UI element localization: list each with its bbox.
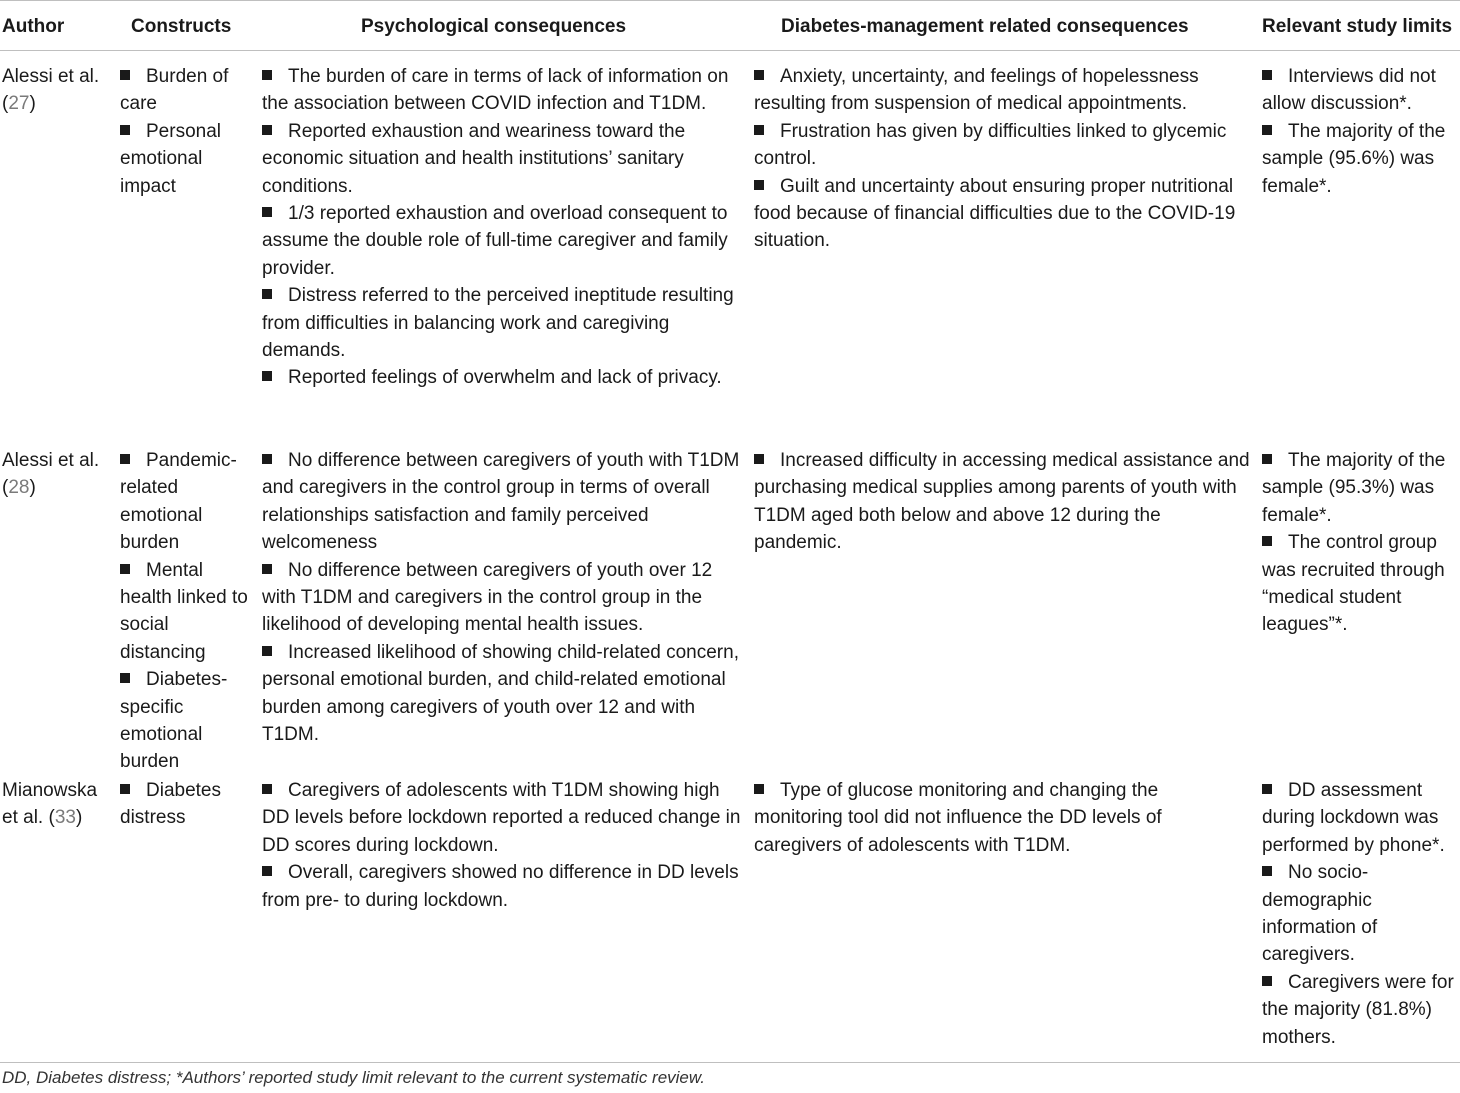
- bullet-item: [1262, 63, 1460, 118]
- study-limits-cell: [1262, 435, 1460, 639]
- bullet-item: [120, 777, 248, 832]
- bullet-item: [120, 666, 248, 776]
- bullet-text: The majority of the sample (95.3%) was female*.: [1262, 450, 1446, 526]
- bullet-text: Guilt and uncertainty about ensuring proper nutritional food because of financial difficulties due to the COVID-19 situation.: [754, 175, 1236, 252]
- bullet-text: Personal emotional impact: [120, 120, 221, 197]
- header-study-limits: Relevant study limits: [1262, 16, 1453, 37]
- bullet-item: [1262, 969, 1460, 1051]
- square-bullet-icon: [262, 646, 272, 656]
- constructs-cell: [120, 435, 248, 776]
- bullet-item: [262, 282, 742, 364]
- square-bullet-icon: [262, 866, 272, 876]
- study-limits-cell: [1262, 765, 1460, 1051]
- bullet-item: [1262, 777, 1460, 859]
- reference-link[interactable]: 33: [54, 807, 76, 829]
- bullet-text: The burden of care in terms of lack of information on the association between COVID infection and T1DM.: [262, 66, 729, 115]
- diabetes-management-cell: [754, 765, 1250, 859]
- author-cell: Alessi et al. (28): [2, 450, 100, 499]
- bullet-text: Mental health linked to social distancing: [120, 559, 248, 663]
- constructs-cell: [120, 51, 248, 200]
- bullet-item: [754, 63, 1250, 118]
- bullet-text: Diabetes-specific emotional burden: [120, 669, 228, 773]
- bullet-item: [120, 557, 248, 667]
- square-bullet-icon: [262, 207, 272, 217]
- header-author: Author: [2, 16, 65, 37]
- bullet-item: [1262, 859, 1460, 969]
- square-bullet-icon: [1262, 125, 1272, 135]
- bullet-text: Frustration has given by difficulties linked to glycemic control.: [754, 120, 1227, 170]
- bullet-text: No socio-demographic information of caregivers.: [1262, 862, 1378, 966]
- square-bullet-icon: [120, 454, 130, 464]
- square-bullet-icon: [262, 371, 272, 381]
- bullet-item: [262, 118, 742, 200]
- bullet-item: [754, 777, 1250, 859]
- square-bullet-icon: [754, 125, 764, 135]
- square-bullet-icon: [262, 289, 272, 299]
- square-bullet-icon: [120, 784, 130, 794]
- table-row: [0, 765, 1460, 1093]
- square-bullet-icon: [1262, 70, 1272, 80]
- square-bullet-icon: [120, 125, 130, 135]
- bullet-text: The majority of the sample (95.6%) was female*.: [1262, 120, 1446, 197]
- bullet-text: DD assessment during lockdown was performed by phone*.: [1262, 780, 1445, 856]
- psychological-cell: [262, 435, 742, 748]
- study-limits-cell: [1262, 51, 1460, 200]
- square-bullet-icon: [754, 180, 764, 190]
- bullet-text: Pandemic-related emotional burden: [120, 450, 237, 554]
- author-cell: Alessi et al. (27): [2, 66, 100, 115]
- square-bullet-icon: [120, 564, 130, 574]
- bullet-text: The control group was recruited through “medical student leagues”*.: [1262, 532, 1445, 636]
- bullet-item: [120, 447, 248, 557]
- header-diabetes-management: Diabetes-management related consequences: [781, 16, 1189, 37]
- table-footnote: DD, Diabetes distress; *Authors’ reported study limit relevant to the current systematic review.: [2, 1068, 705, 1087]
- constructs-cell: [120, 765, 248, 832]
- bullet-text: Caregivers were for the majority (81.8%) mothers.: [1262, 971, 1454, 1048]
- square-bullet-icon: [262, 125, 272, 135]
- square-bullet-icon: [1262, 454, 1272, 464]
- bullet-text: Caregivers of adolescents with T1DM showing high DD levels before lockdown reported a reduced change in DD scores during lockdown.: [262, 780, 741, 856]
- diabetes-management-cell: [754, 435, 1250, 557]
- bullet-item: [1262, 118, 1460, 200]
- bullet-text: Burden of care: [120, 66, 229, 115]
- square-bullet-icon: [262, 454, 272, 464]
- table-bottom-rule: [0, 1062, 1460, 1063]
- bullet-item: [262, 447, 742, 557]
- author-name: Mianowska et al.: [2, 780, 98, 829]
- bullet-text: Increased difficulty in accessing medical assistance and purchasing medical supplies among parents of youth with T1DM aged both below and above 12 during the pandemic.: [754, 450, 1250, 554]
- bullet-text: Overall, caregivers showed no difference in DD levels from pre- to during lockdown.: [262, 862, 739, 911]
- square-bullet-icon: [1262, 976, 1272, 986]
- table-row: [0, 435, 1460, 773]
- bullet-item: [754, 118, 1250, 173]
- square-bullet-icon: [754, 784, 764, 794]
- table-row: [0, 51, 1460, 435]
- square-bullet-icon: [754, 454, 764, 464]
- square-bullet-icon: [262, 564, 272, 574]
- bullet-item: [262, 639, 742, 749]
- bullet-text: Anxiety, uncertainty, and feelings of hopelessness resulting from suspension of medical appointments.: [754, 66, 1199, 115]
- bullet-text: Distress referred to the perceived ineptitude resulting from difficulties in balancing work and caregiving demands.: [262, 285, 734, 362]
- psychological-cell: [262, 51, 742, 392]
- bullet-item: [1262, 447, 1460, 529]
- psychological-cell: [262, 765, 742, 914]
- header-psychological: Psychological consequences: [361, 16, 627, 37]
- bullet-item: [754, 173, 1250, 255]
- bullet-item: [262, 63, 742, 118]
- author-cell: Mianowska et al. (33): [2, 780, 98, 829]
- bullet-text: Increased likelihood of showing child-related concern, personal emotional burden, and child-related emotional burden among caregivers of youth over 12 and with T1DM.: [262, 641, 739, 746]
- square-bullet-icon: [262, 70, 272, 80]
- bullet-item: [1262, 529, 1460, 639]
- bullet-text: Reported exhaustion and weariness toward the economic situation and health institutions’ sanitary conditions.: [262, 120, 686, 197]
- bullet-item: [262, 364, 742, 391]
- diabetes-management-cell: [754, 51, 1250, 255]
- bullet-text: Type of glucose monitoring and changing the monitoring tool did not influence the DD levels of caregivers of adolescents with T1DM.: [754, 780, 1162, 856]
- bullet-item: [120, 118, 248, 200]
- bullet-text: Interviews did not allow discussion*.: [1262, 66, 1436, 115]
- square-bullet-icon: [120, 70, 130, 80]
- bullet-text: Reported feelings of overwhelm and lack of privacy.: [288, 367, 722, 389]
- header-constructs: Constructs: [131, 16, 232, 37]
- author-name: Alessi et al.: [2, 450, 100, 471]
- bullet-item: [262, 557, 742, 639]
- bullet-text: 1/3 reported exhaustion and overload consequent to assume the double role of full-time caregiver and family provider.: [262, 203, 728, 279]
- bullet-text: Diabetes distress: [120, 780, 221, 829]
- square-bullet-icon: [262, 784, 272, 794]
- reference-link[interactable]: 27: [8, 93, 30, 115]
- bullet-item: [262, 200, 742, 282]
- square-bullet-icon: [1262, 784, 1272, 794]
- bullet-item: [120, 63, 248, 118]
- reference-link[interactable]: 28: [8, 477, 30, 499]
- square-bullet-icon: [1262, 866, 1272, 876]
- bullet-item: [262, 859, 742, 914]
- bullet-item: [262, 777, 742, 859]
- table-header-row: [0, 0, 1460, 51]
- bullet-text: No difference between caregivers of youth with T1DM and caregivers in the control group in terms of overall relationships satisfaction and family perceived welcomeness: [262, 450, 740, 554]
- square-bullet-icon: [754, 70, 764, 80]
- square-bullet-icon: [1262, 536, 1272, 546]
- bullet-text: No difference between caregivers of youth over 12 with T1DM and caregivers in the control group in the likelihood of developing mental health issues.: [262, 559, 713, 636]
- bullet-item: [754, 447, 1250, 557]
- author-name: Alessi et al.: [2, 66, 100, 87]
- square-bullet-icon: [120, 673, 130, 683]
